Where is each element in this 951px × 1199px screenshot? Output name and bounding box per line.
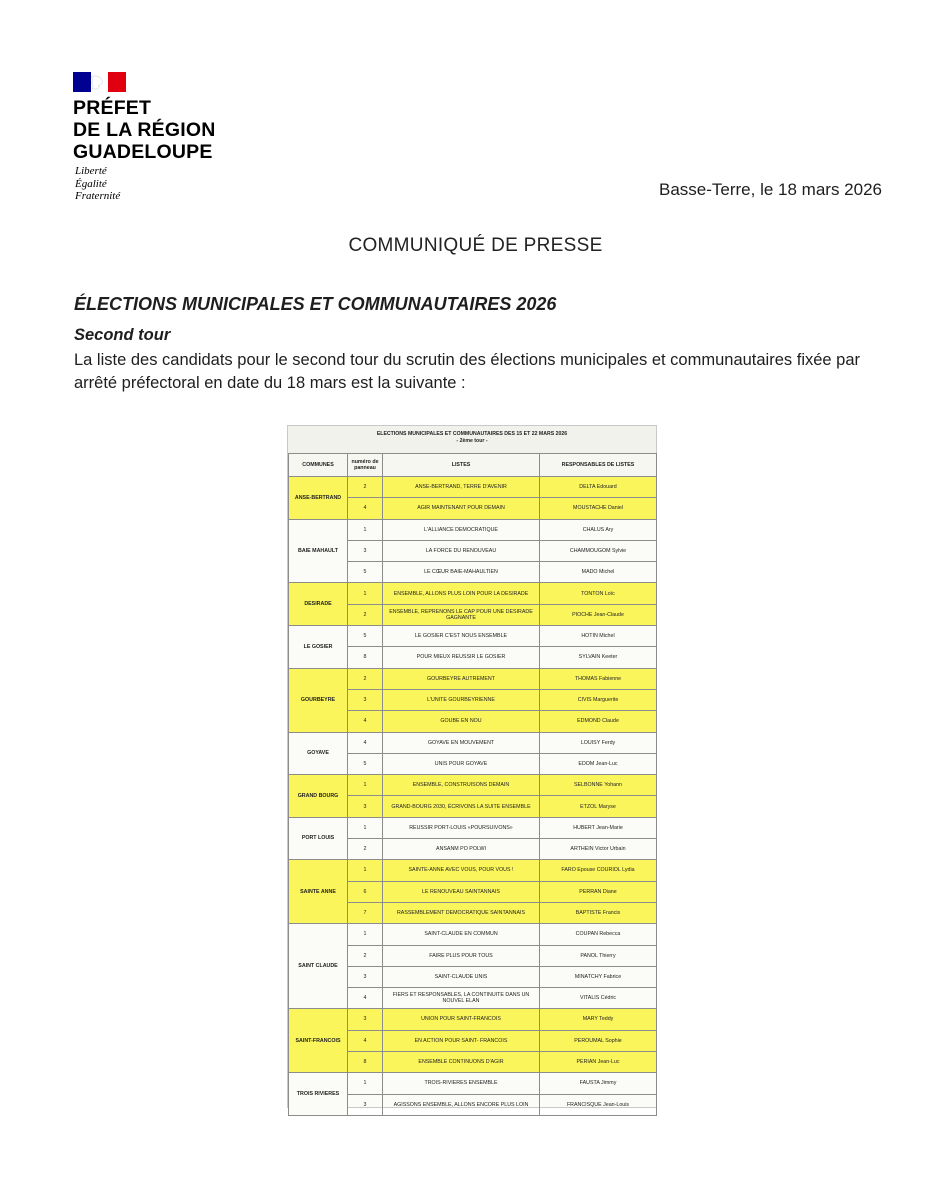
- list-leader-cell: FRANCISQUE Jean-Louis: [540, 1094, 657, 1115]
- list-name-cell: FAIRE PLUS POUR TOUS: [383, 945, 540, 966]
- list-leader-cell: HOTIN Michel: [540, 626, 657, 647]
- list-leader-cell: VITALIS Cédric: [540, 988, 657, 1009]
- panel-number-cell: 2: [348, 668, 383, 689]
- document-title: ÉLECTIONS MUNICIPALES ET COMMUNAUTAIRES 2026: [74, 294, 557, 314]
- list-name-cell: GOUBE EN NOU: [383, 711, 540, 732]
- list-name-cell: UNIS POUR GOYAVE: [383, 753, 540, 774]
- list-leader-cell: SELBONNE Yohann: [540, 775, 657, 796]
- panel-number-cell: 5: [348, 753, 383, 774]
- list-leader-cell: PEROUMAL Sophie: [540, 1030, 657, 1051]
- list-leader-cell: DELTA Edouard: [540, 477, 657, 498]
- date-line: Basse-Terre, le 18 mars 2026: [659, 180, 882, 199]
- panel-number-cell: 6: [348, 881, 383, 902]
- list-name-cell: AGISSONS ENSEMBLE, ALLONS ENCORE PLUS LOIN: [383, 1094, 540, 1115]
- panel-number-cell: 3: [348, 966, 383, 987]
- panel-number-cell: 5: [348, 626, 383, 647]
- list-leader-cell: LOUISY Ferdy: [540, 732, 657, 753]
- panel-number-cell: 7: [348, 902, 383, 923]
- panel-number-cell: 1: [348, 924, 383, 945]
- list-leader-cell: COUPAN Rebecca: [540, 924, 657, 945]
- list-name-cell: LE CŒUR BAIE-MAHAULTIEN: [383, 562, 540, 583]
- column-header: numéro de panneau: [348, 454, 383, 477]
- panel-number-cell: 2: [348, 945, 383, 966]
- list-name-cell: ENSEMBLE, ALLONS PLUS LOIN POUR LA DESIRADE: [383, 583, 540, 604]
- motto-line: Liberté: [75, 165, 107, 177]
- panel-number-cell: 3: [348, 796, 383, 817]
- list-leader-cell: FAUSTA Jimmy: [540, 1073, 657, 1094]
- commune-cell: SAINTE ANNE: [289, 860, 348, 924]
- table-row: [289, 519, 657, 540]
- list-name-cell: FIERS ET RESPONSABLES, LA CONTINUITE DANS UN NOUVEL ELAN: [383, 988, 540, 1009]
- list-leader-cell: MADO Michel: [540, 562, 657, 583]
- list-name-cell: GOYAVE EN MOUVEMENT: [383, 732, 540, 753]
- column-header: RESPONSABLES DE LISTES: [540, 454, 657, 477]
- list-name-cell: L'UNITE GOURBEYRIENNE: [383, 689, 540, 710]
- prefecture-name: [73, 97, 293, 163]
- panel-number-cell: 3: [348, 540, 383, 561]
- commune-cell: GOURBEYRE: [289, 668, 348, 732]
- intro-paragraph: La liste des candidats pour le second tour du scrutin des élections municipales et communautaires fixée par arrêté préfectoral en date du 18 mars est la suivante :: [74, 351, 861, 392]
- list-leader-cell: FARO Epouse COURIOL Lydia: [540, 860, 657, 881]
- candidates-table: [288, 453, 657, 1116]
- list-name-cell: LE RENOUVEAU SAINTANNAIS: [383, 881, 540, 902]
- list-leader-cell: ARTHEIN Victor Urbain: [540, 839, 657, 860]
- list-name-cell: AGIR MAINTENANT POUR DEMAIN: [383, 498, 540, 519]
- panel-number-cell: 1: [348, 860, 383, 881]
- list-name-cell: REUSSIR PORT-LOUIS «POURSUIVONS»: [383, 817, 540, 838]
- column-header: COMMUNES: [289, 454, 348, 477]
- list-name-cell: POUR MIEUX REUSSIR LE GOSIER: [383, 647, 540, 668]
- commune-cell: TROIS RIVIERES: [289, 1073, 348, 1116]
- commune-cell: LE GOSIER: [289, 626, 348, 669]
- list-leader-cell: HUBERT Jean-Marie: [540, 817, 657, 838]
- panel-number-cell: 1: [348, 519, 383, 540]
- list-name-cell: GRAND-BOURG 2030, ÉCRIVONS LA SUITE ENSEMBLE: [383, 796, 540, 817]
- list-leader-cell: PERIAN Jean-Luc: [540, 1052, 657, 1073]
- list-leader-cell: CIVIS Marguerite: [540, 689, 657, 710]
- logo-line: GUADELOUPE: [73, 141, 213, 163]
- commune-cell: DESIRADE: [289, 583, 348, 626]
- list-name-cell: LE GOSIER C'EST NOUS ENSEMBLE: [383, 626, 540, 647]
- table-header-row: [289, 454, 657, 477]
- list-name-cell: RASSEMBLEMENT DEMOCRATIQUE SAINTANNAIS: [383, 902, 540, 923]
- table-caption-round: - 2ème tour -: [456, 438, 488, 444]
- list-leader-cell: PANOL Thierry: [540, 945, 657, 966]
- list-name-cell: UNION POUR SAINT-FRANCOIS: [383, 1009, 540, 1030]
- document-heading: COMMUNIQUÉ DE PRESSE: [348, 235, 603, 256]
- list-leader-cell: BAPTISTE Francis: [540, 902, 657, 923]
- panel-number-cell: 4: [348, 498, 383, 519]
- list-name-cell: ANSANM PO POLWI: [383, 839, 540, 860]
- list-leader-cell: CHALUS Ary: [540, 519, 657, 540]
- column-header: LISTES: [383, 454, 540, 477]
- table-caption-title: ELECTIONS MUNICIPALES ET COMMUNAUTAIRES DES 15 ET 22 MARS 2026: [376, 431, 568, 437]
- motto-line: Égalité: [75, 177, 107, 190]
- list-name-cell: SAINT-CLAUDE UNIS: [383, 966, 540, 987]
- list-name-cell: LA FORCE DU RENOUVEAU: [383, 540, 540, 561]
- commune-cell: GOYAVE: [289, 732, 348, 775]
- list-name-cell: ENSEMBLE, CONSTRUISONS DEMAIN: [383, 775, 540, 796]
- table-row: [289, 1073, 657, 1094]
- list-leader-cell: EDOM Jean-Luc: [540, 753, 657, 774]
- table-row: [289, 477, 657, 498]
- commune-cell: ANSE-BERTRAND: [289, 477, 348, 520]
- list-leader-cell: PIOCHE Jean-Claude: [540, 604, 657, 625]
- republic-motto: [75, 165, 120, 203]
- commune-cell: SAINT-FRANCOIS: [289, 1009, 348, 1073]
- commune-cell: GRAND BOURG: [289, 775, 348, 818]
- list-name-cell: GOURBEYRE AUTREMENT: [383, 668, 540, 689]
- table-row: [289, 668, 657, 689]
- candidates-table-scan: [287, 425, 657, 1108]
- list-leader-cell: CHAMMOUGOM Sylvie: [540, 540, 657, 561]
- list-name-cell: EN ACTION POUR SAINT- FRANCOIS: [383, 1030, 540, 1051]
- logo-line: PRÉFET: [73, 97, 152, 119]
- commune-cell: PORT LOUIS: [289, 817, 348, 860]
- list-name-cell: ENSEMBLE, REPRENONS LE CAP POUR UNE DESIRADE GAGNANTE: [383, 604, 540, 625]
- panel-number-cell: 3: [348, 689, 383, 710]
- panel-number-cell: 1: [348, 1073, 383, 1094]
- list-name-cell: SAINT-CLAUDE EN COMMUN: [383, 924, 540, 945]
- commune-cell: SAINT CLAUDE: [289, 924, 348, 1009]
- panel-number-cell: 3: [348, 1009, 383, 1030]
- list-leader-cell: TONTON Loïc: [540, 583, 657, 604]
- panel-number-cell: 4: [348, 988, 383, 1009]
- table-row: [289, 924, 657, 945]
- panel-number-cell: 1: [348, 583, 383, 604]
- list-name-cell: L'ALLIANCE DEMOCRATIQUE: [383, 519, 540, 540]
- table-caption: [288, 426, 656, 454]
- panel-number-cell: 8: [348, 647, 383, 668]
- panel-number-cell: 5: [348, 562, 383, 583]
- list-leader-cell: ETZOL Maryse: [540, 796, 657, 817]
- list-name-cell: ENSEMBLE CONTINUONS D'AGIR: [383, 1052, 540, 1073]
- table-row: [289, 583, 657, 604]
- table-row: [289, 732, 657, 753]
- marianne-icon: [73, 72, 126, 92]
- table-body: [289, 477, 657, 1116]
- list-leader-cell: MOUSTACHE Daniel: [540, 498, 657, 519]
- panel-number-cell: 3: [348, 1094, 383, 1115]
- motto-line: Fraternité: [75, 190, 121, 202]
- list-leader-cell: SYLVAIN Keeter: [540, 647, 657, 668]
- commune-cell: BAIE MAHAULT: [289, 519, 348, 583]
- list-leader-cell: MINATCHY Fabrice: [540, 966, 657, 987]
- panel-number-cell: 2: [348, 604, 383, 625]
- list-leader-cell: THOMAS Fabienne: [540, 668, 657, 689]
- list-leader-cell: PERRAN Diane: [540, 881, 657, 902]
- panel-number-cell: 8: [348, 1052, 383, 1073]
- panel-number-cell: 1: [348, 817, 383, 838]
- list-leader-cell: EDMOND Claude: [540, 711, 657, 732]
- table-row: [289, 817, 657, 838]
- table-row: [289, 626, 657, 647]
- panel-number-cell: 4: [348, 732, 383, 753]
- panel-number-cell: 1: [348, 775, 383, 796]
- panel-number-cell: 2: [348, 839, 383, 860]
- list-name-cell: ANSE-BERTRAND, TERRE D'AVENIR: [383, 477, 540, 498]
- panel-number-cell: 4: [348, 711, 383, 732]
- list-name-cell: TROIS-RIVIERES ENSEMBLE: [383, 1073, 540, 1094]
- panel-number-cell: 4: [348, 1030, 383, 1051]
- list-name-cell: SAINTE-ANNE AVEC VOUS, POUR VOUS !: [383, 860, 540, 881]
- logo-line: DE LA RÉGION: [73, 119, 216, 141]
- table-row: [289, 775, 657, 796]
- table-row: [289, 1009, 657, 1030]
- panel-number-cell: 2: [348, 477, 383, 498]
- list-leader-cell: MARY Teddy: [540, 1009, 657, 1030]
- table-row: [289, 860, 657, 881]
- document-subtitle: Second tour: [74, 326, 171, 344]
